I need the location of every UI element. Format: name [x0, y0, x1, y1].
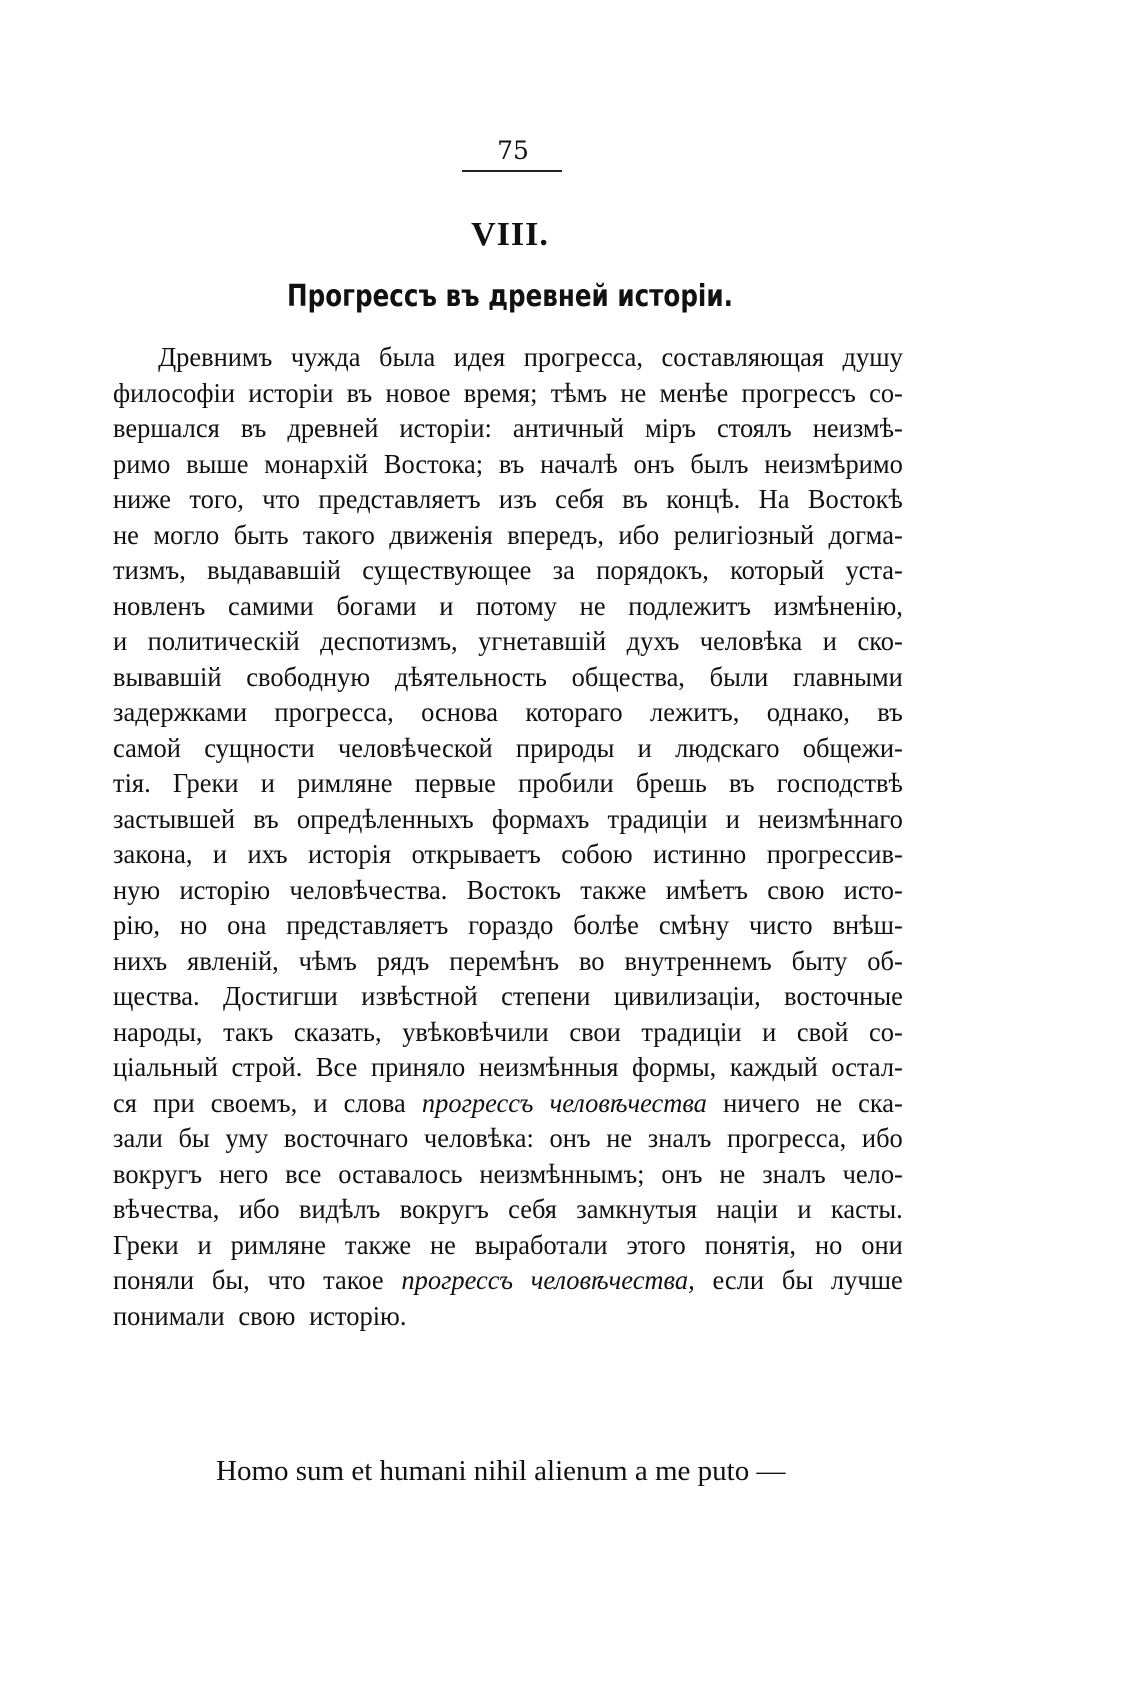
word: гораздо: [468, 910, 554, 940]
word: новое: [385, 377, 451, 408]
text-line: [113, 1228, 903, 1264]
word: выработали: [474, 1229, 608, 1260]
text-line: [113, 802, 903, 838]
word: Востока;: [383, 448, 484, 479]
word: имѣетъ: [665, 874, 748, 905]
word: они: [861, 1229, 903, 1260]
word: такого: [303, 519, 375, 550]
word: внутреннемъ: [624, 945, 772, 976]
word: истинно: [653, 839, 747, 869]
word: смѣну: [658, 910, 730, 940]
word: чисто: [748, 910, 813, 940]
word: восточные: [784, 981, 903, 1011]
word: не: [579, 590, 606, 621]
word: и: [197, 1229, 212, 1260]
word: задержками: [113, 697, 248, 727]
word: не: [113, 519, 139, 550]
text-line: [113, 1086, 903, 1122]
word: чужда: [290, 342, 361, 372]
word: что: [267, 1265, 306, 1295]
word: уму: [225, 1123, 269, 1153]
word: могло: [153, 519, 220, 550]
word: прогресса,: [726, 1123, 847, 1153]
word: если: [712, 1265, 765, 1295]
word: также: [344, 1229, 412, 1260]
word: были: [709, 661, 769, 692]
text-line: [113, 1157, 903, 1193]
word: человѣка: [699, 626, 803, 656]
word: свободную: [246, 661, 371, 692]
text-line: [113, 1263, 903, 1299]
word: зналъ: [762, 1158, 826, 1189]
word: и: [797, 1194, 812, 1224]
text-line: [113, 447, 903, 483]
word: неизмѣримо: [764, 448, 903, 479]
text-line: [113, 624, 903, 660]
word: менѣе: [659, 377, 729, 408]
word: прогресса,: [523, 342, 643, 372]
word: вывавшій: [113, 661, 222, 692]
word: въ: [240, 413, 267, 443]
word: въ: [622, 484, 648, 514]
word: въ: [877, 697, 903, 727]
text-line: [113, 766, 903, 802]
word: формы,: [631, 1052, 717, 1082]
word: щества.: [113, 981, 200, 1011]
latin-motto: Homo sum et humani nihil alienum a me puto —: [216, 1455, 786, 1487]
word: во: [578, 945, 605, 976]
italic-word: человѣчества,: [530, 1265, 695, 1295]
word: за: [552, 555, 575, 585]
text-line: [113, 944, 903, 980]
word: неизмѣннымъ;: [479, 1158, 645, 1189]
text-line: [113, 731, 903, 767]
text-line: [113, 1121, 903, 1157]
word: быть: [233, 519, 289, 550]
word: въ: [498, 448, 525, 479]
word: понимали: [113, 1300, 225, 1331]
word: самой: [113, 732, 181, 763]
word: ничего: [723, 1087, 800, 1118]
word: Достигши: [223, 981, 338, 1011]
word: самими: [228, 590, 314, 621]
word: своемъ,: [210, 1087, 298, 1118]
word: болѣе: [573, 910, 639, 940]
word: такое: [323, 1265, 384, 1295]
word: ихъ: [247, 839, 288, 869]
word: сущности: [204, 732, 315, 763]
word: быту: [791, 945, 848, 976]
word: угнетавшій: [478, 626, 607, 656]
text-line: [113, 873, 903, 909]
word: подлежитъ: [628, 590, 751, 621]
word: Греки: [113, 1229, 179, 1260]
word: изъ: [498, 484, 537, 514]
word: однако,: [766, 697, 850, 727]
word: онъ: [549, 1123, 591, 1153]
word: сказать,: [293, 1016, 382, 1047]
word: представляетъ: [318, 484, 481, 514]
word: время;: [463, 377, 538, 408]
word: неизмѣ-: [812, 413, 903, 443]
italic-word: человѣчества: [549, 1087, 707, 1118]
word: въ: [729, 768, 755, 798]
word: перемѣнъ: [449, 945, 560, 976]
word: исторія: [308, 839, 392, 869]
word: прогрессив-: [766, 839, 903, 869]
word: и: [260, 768, 275, 798]
word: она: [227, 910, 267, 940]
word: порядокъ,: [596, 555, 709, 585]
word: вокругъ: [113, 1158, 203, 1189]
text-line: [113, 589, 903, 625]
word: древней: [287, 413, 379, 443]
word: измѣненію,: [773, 590, 903, 621]
word: понятія,: [704, 1229, 797, 1260]
word: лежитъ,: [650, 697, 740, 727]
text-line: [113, 553, 903, 589]
word: ско-: [857, 626, 903, 656]
word: составляющая: [661, 342, 825, 372]
word: не: [719, 1158, 746, 1189]
word: чело-: [842, 1158, 903, 1189]
word: богами: [336, 590, 417, 621]
word: открываетъ: [411, 839, 541, 869]
italic-word: прогрессъ: [401, 1265, 513, 1295]
word: основа: [421, 697, 499, 727]
word: не: [620, 377, 647, 408]
word: извѣстной: [361, 981, 478, 1011]
word: онъ: [661, 1158, 703, 1189]
word: традиціи: [607, 803, 708, 834]
word: не: [606, 1123, 633, 1153]
word: видѣлъ: [298, 1194, 381, 1224]
word: На: [758, 484, 790, 514]
body-paragraph: [113, 340, 919, 1334]
word: рію,: [113, 910, 160, 940]
word: остал-: [831, 1052, 903, 1082]
word: въ: [346, 377, 373, 408]
word: не: [816, 1087, 842, 1118]
word: свои: [569, 1016, 621, 1047]
word: монархій: [264, 448, 369, 479]
word: цивилизаціи,: [613, 981, 761, 1011]
word: человѣческой: [337, 732, 493, 763]
word: и: [439, 590, 454, 621]
word: увѣковѣчили: [402, 1016, 549, 1047]
word: котораго: [525, 697, 623, 727]
word: исторіи:: [399, 413, 492, 443]
word: рядъ: [376, 945, 430, 976]
word: прогрессъ: [741, 377, 856, 408]
word: степени: [501, 981, 591, 1011]
word: поняли: [113, 1265, 195, 1295]
word: римляне: [230, 1229, 327, 1260]
word: потому: [476, 590, 558, 621]
word: Древнимъ: [158, 342, 273, 372]
word: духъ: [626, 626, 680, 656]
word: античный: [512, 413, 624, 443]
word: но: [814, 1229, 843, 1260]
word: выше: [186, 448, 249, 479]
word: существующее: [362, 555, 532, 585]
text-line: [113, 376, 903, 412]
word: началѣ: [540, 448, 618, 479]
word: въ: [253, 803, 279, 834]
word: который: [730, 555, 825, 585]
word: тѣмъ: [550, 377, 608, 408]
word: него: [218, 1158, 269, 1189]
word: римляне: [297, 768, 393, 798]
word: каждый: [729, 1052, 818, 1082]
word: но: [179, 910, 208, 940]
word: свою: [238, 1300, 296, 1331]
word: исторію: [179, 874, 271, 905]
word: Все: [315, 1052, 358, 1082]
text-line: [113, 979, 903, 1015]
word: ціальный: [113, 1052, 218, 1082]
word: исторіи: [248, 377, 334, 408]
word: бы: [178, 1123, 210, 1153]
word: пробили: [518, 768, 614, 798]
word: не: [429, 1229, 456, 1260]
word: свой: [796, 1016, 849, 1047]
word: бы,: [211, 1265, 250, 1295]
word: явленій,: [187, 945, 279, 976]
text-line: [113, 908, 903, 944]
word: ска-: [858, 1087, 903, 1118]
word: и: [637, 732, 652, 763]
word: слова: [343, 1087, 406, 1118]
word: стоялъ: [716, 413, 792, 443]
word: народы,: [113, 1016, 203, 1047]
word: застывшей: [113, 803, 236, 834]
word: догма-: [828, 519, 903, 550]
word: деспотизмъ,: [320, 626, 458, 656]
page-number-rule: [462, 170, 562, 172]
word: ся: [113, 1087, 137, 1118]
word: неизмѣннаго: [758, 803, 903, 834]
word: этого: [626, 1229, 686, 1260]
word: ибо: [618, 519, 660, 550]
word: тизмъ,: [113, 555, 186, 585]
word: идея: [453, 342, 506, 372]
text-line: [113, 1192, 903, 1228]
word: свою: [767, 874, 825, 905]
word: также: [580, 874, 647, 905]
word: приняло: [370, 1052, 466, 1082]
chapter-title: Прогрессъ въ древней исторіи.: [287, 279, 733, 314]
word: нихъ: [113, 945, 168, 976]
word: исто-: [843, 874, 903, 905]
word: замкнутыя: [576, 1194, 698, 1224]
chapter-number: VIII.: [471, 216, 549, 253]
text-line: [113, 482, 903, 518]
word: неизмѣнныя: [478, 1052, 619, 1082]
word: при: [153, 1087, 195, 1118]
word: и: [822, 626, 837, 656]
word: человѣка:: [423, 1123, 534, 1153]
word: вѣчества,: [113, 1194, 220, 1224]
word: впередъ,: [507, 519, 604, 550]
word: опредѣленныхъ: [296, 803, 474, 834]
word: внѣш-: [832, 910, 903, 940]
word: былъ: [690, 448, 749, 479]
word: со-: [868, 1016, 903, 1047]
word: и: [113, 626, 128, 656]
word: и: [212, 839, 228, 869]
word: первые: [414, 768, 496, 798]
word: такъ: [223, 1016, 274, 1047]
word: выдававшій: [207, 555, 341, 585]
word: міръ: [644, 413, 696, 443]
word: онъ: [633, 448, 675, 479]
word: Востокѣ: [807, 484, 903, 514]
text-line: [113, 1299, 903, 1335]
word: ибо: [238, 1194, 280, 1224]
word: Востокъ: [466, 874, 561, 905]
word: представляетъ: [286, 910, 449, 940]
word: зали: [113, 1123, 163, 1153]
word: ную: [113, 874, 161, 905]
word: все: [285, 1158, 322, 1189]
word: традиціи: [641, 1016, 742, 1047]
word: строй.: [231, 1052, 303, 1082]
word: вокругъ: [399, 1194, 489, 1224]
word: себя: [508, 1194, 557, 1224]
word: чѣмъ: [298, 945, 357, 976]
word: зналъ: [647, 1123, 712, 1153]
word: религіозный: [673, 519, 815, 550]
text-line: [113, 340, 903, 376]
word: брешь: [635, 768, 707, 798]
word: новленъ: [113, 590, 206, 621]
word: формахъ: [491, 803, 590, 834]
text-line: [113, 518, 903, 554]
word: об-: [867, 945, 903, 976]
word: была: [379, 342, 436, 372]
word: Греки: [172, 768, 239, 798]
text-line: [113, 660, 903, 696]
word: націи: [716, 1194, 778, 1224]
word: людскаго: [675, 732, 780, 763]
word: касты.: [830, 1194, 903, 1224]
text-line: [113, 837, 903, 873]
word: человѣчества.: [289, 874, 448, 905]
word: философіи: [113, 377, 236, 408]
word: прогресса,: [274, 697, 394, 727]
word: собою: [561, 839, 633, 869]
word: исторію.: [309, 1300, 407, 1331]
italic-word: прогрессъ: [421, 1087, 534, 1118]
word: движенія: [389, 519, 493, 550]
word: тія.: [113, 768, 151, 798]
word: оставалось: [338, 1158, 463, 1189]
word: политическій: [147, 626, 300, 656]
word: бы: [781, 1265, 814, 1295]
word: господствѣ: [776, 768, 903, 798]
word: общества,: [571, 661, 685, 692]
word: закона,: [113, 839, 193, 869]
word: со-: [869, 377, 903, 408]
page-number: 75: [497, 136, 529, 165]
word: ниже: [113, 484, 172, 514]
word: душу: [842, 342, 903, 372]
word: восточнаго: [283, 1123, 409, 1153]
word: уста-: [845, 555, 903, 585]
word: природы: [515, 732, 615, 763]
word: римо: [113, 448, 171, 479]
text-line: [113, 695, 903, 731]
word: лучше: [830, 1265, 903, 1295]
word: и: [313, 1087, 328, 1118]
word: и: [762, 1016, 777, 1047]
word: главными: [793, 661, 903, 692]
text-line: [113, 411, 903, 447]
word: того,: [189, 484, 244, 514]
word: что: [262, 484, 301, 514]
text-line: [113, 1050, 903, 1086]
word: дѣятельность: [394, 661, 547, 692]
word: и: [725, 803, 740, 834]
word: концѣ.: [666, 484, 741, 514]
word: ибо: [861, 1123, 903, 1153]
word: себя: [555, 484, 604, 514]
word: общежи-: [802, 732, 903, 763]
word: вершался: [113, 413, 220, 443]
text-line: [113, 1015, 903, 1051]
